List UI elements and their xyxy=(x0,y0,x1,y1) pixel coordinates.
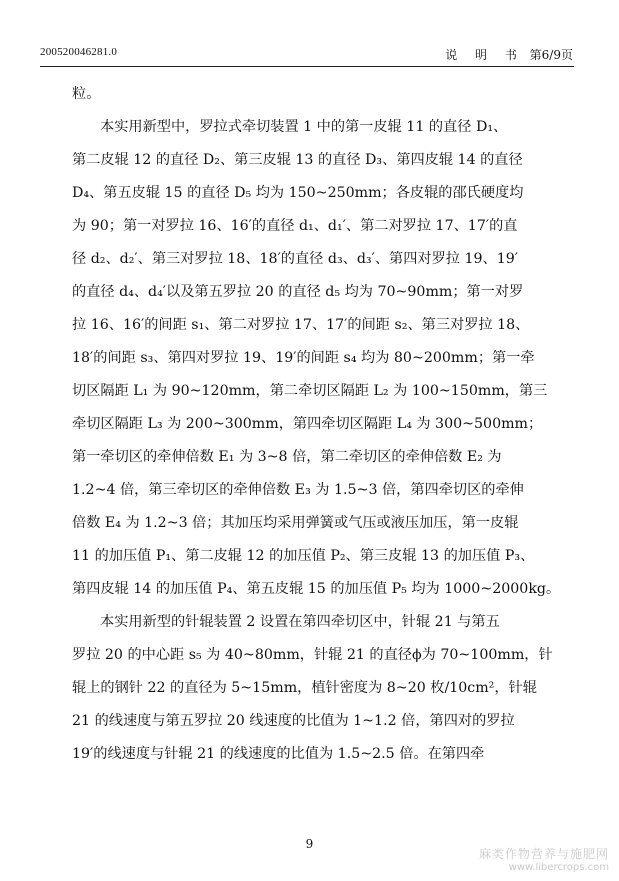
text-line: 切区隔距 L₁ 为 90~120mm，第二牵切区隔距 L₂ 为 100~150mm，第三 xyxy=(72,383,548,399)
document-body xyxy=(72,78,561,771)
text-line: 19′的线速度与针辊 21 的线速度的比值为 1.5~2.5 倍。在第四牵 xyxy=(72,746,485,762)
text-line: D₄、第五皮辊 15 的直径 D₅ 均为 150~250mm；各皮辊的邵氏硬度均 xyxy=(72,185,524,201)
text-line: 为 90；第一对罗拉 16、16′的直径 d₁、d₁′、第二对罗拉 17、17′的直 xyxy=(72,218,518,234)
paragraph-start-line: 本实用新型中，罗拉式牵切装置 1 中的第一皮辊 11 的直径 D₁、 xyxy=(100,119,508,135)
text-line: 径 d₂、d₂′、第三对罗拉 18、18′的直径 d₃、d₃′、第四对罗拉 19、19′ xyxy=(72,251,518,267)
text-line: 第二皮辊 12 的直径 D₂、第三皮辊 13 的直径 D₃、第四皮辊 14 的直径 xyxy=(72,152,523,168)
watermark-title: 麻类作物营养与施肥网 xyxy=(478,847,609,861)
paragraph-start-line: 本实用新型的针辊装置 2 设置在第四牵切区中，针辊 21 与第五 xyxy=(100,614,500,630)
page-number: 9 xyxy=(305,837,314,851)
text-line: 1.2~4 倍，第三牵切区的牵伸倍数 E₃ 为 1.5~3 倍，第四牵切区的牵伸 xyxy=(72,482,524,498)
text-line: 牵切区隔距 L₃ 为 200~300mm，第四牵切区隔距 L₄ 为 300~500mm； xyxy=(72,416,543,432)
text-line: 11 的加压值 P₁、第二皮辊 12 的加压值 P₂、第三皮辊 13 的加压值 P₃、 xyxy=(72,548,535,564)
text-line: 倍数 E₄ 为 1.2~3 倍；其加压均采用弹簧或气压或液压加压，第一皮辊 xyxy=(72,515,519,531)
text-line: 18′的间距 s₃、第四对罗拉 19、19′的间距 s₄ 均为 80~200mm；第一牵 xyxy=(72,350,535,366)
text-line: 拉 16、16′的间距 s₁、第二对罗拉 17、17′的间距 s₂、第三对罗拉 18、 xyxy=(72,317,530,333)
header-divider xyxy=(40,66,574,67)
text-line: 粒。 xyxy=(72,86,101,102)
watermark-url: www.libercrops.com xyxy=(508,862,609,873)
text-line: 第一牵切区的牵伸倍数 E₁ 为 3~8 倍，第二牵切区的牵伸倍数 E₂ 为 xyxy=(72,449,502,465)
section-title: 说 明 书 xyxy=(445,48,524,62)
text-line: 第四皮辊 14 的加压值 P₄、第五皮辊 15 的加压值 P₅ 均为 1000~2000kg。 xyxy=(72,581,561,597)
watermark xyxy=(479,847,609,875)
text-line: 的直径 d₄、d₄′以及第五罗拉 20 的直径 d₅ 均为 70~90mm；第一对罗 xyxy=(72,284,524,300)
page-header-info xyxy=(445,46,573,63)
patent-number: 200520046281.0 xyxy=(40,46,118,58)
text-line: 罗拉 20 的中心距 s₅ 为 40~80mm，针辊 21 的直径ϕ为 70~100mm，针 xyxy=(72,647,553,663)
text-line: 辊上的钢针 22 的直径为 5~15mm，植针密度为 8~20 枚/10cm²，针辊 xyxy=(72,680,537,696)
text-line: 21 的线速度与第五罗拉 20 线速度的比值为 1~1.2 倍，第四对的罗拉 xyxy=(72,713,515,729)
page-indicator: 第6/9页 xyxy=(529,48,573,62)
